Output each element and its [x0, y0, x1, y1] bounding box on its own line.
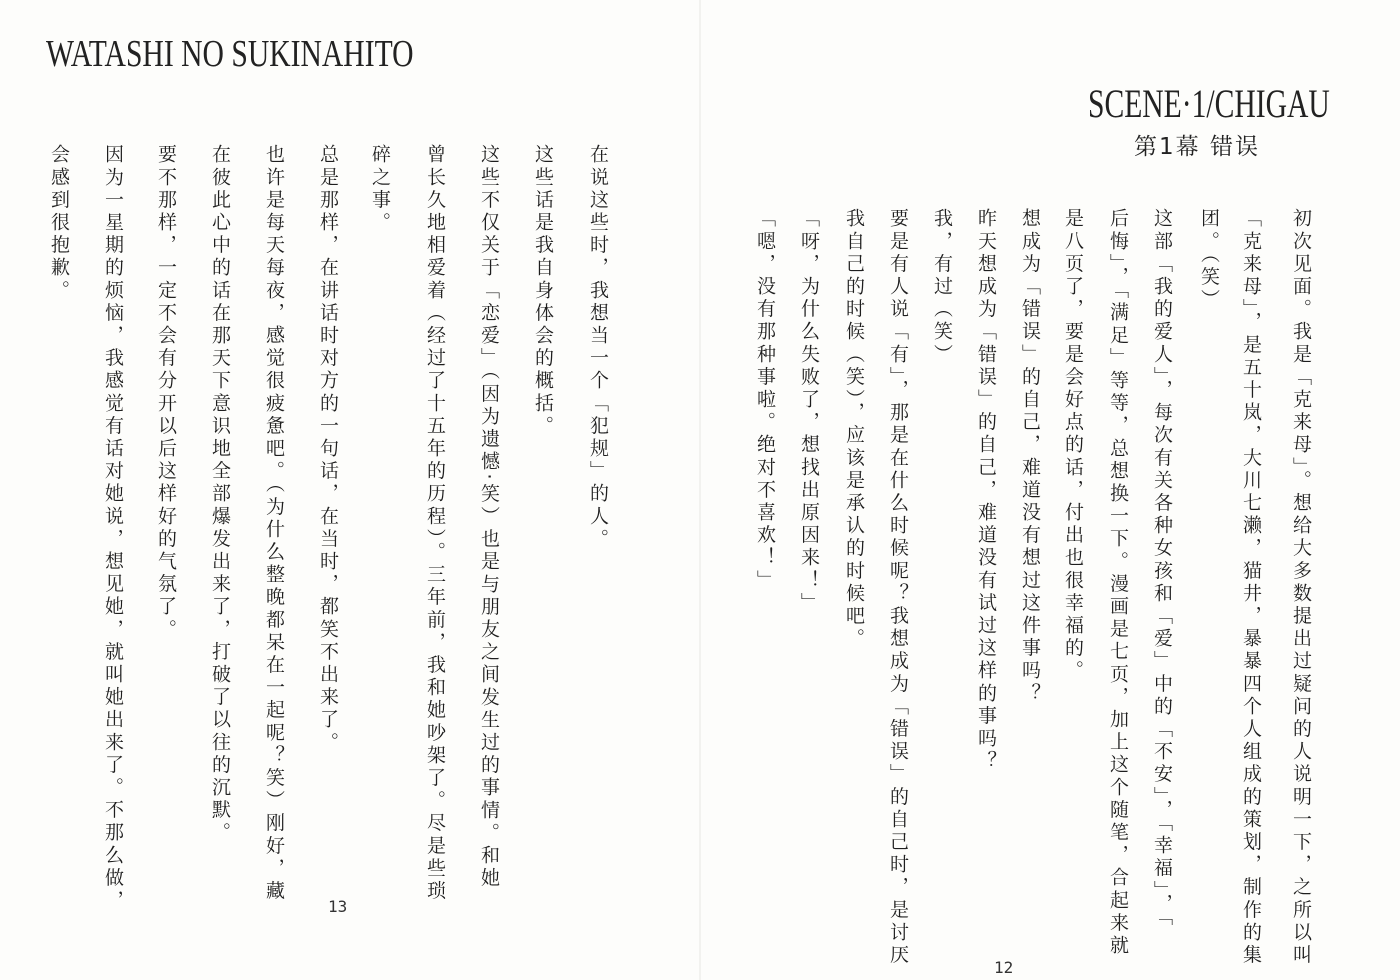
right-text-column: 是八页了，要是会好点的话，付出也很幸福的。 — [1062, 208, 1084, 683]
left-page-header: WATASHI NO SUKINAHITO — [46, 33, 414, 75]
left-page-number: 13 — [328, 897, 348, 916]
left-text-column: 这些话是我自身体会的概括。 — [532, 144, 554, 438]
page-fold — [699, 0, 701, 980]
right-text-column: 昨天想成为「错误」的自己，难道没有试过这样的事吗？ — [975, 208, 997, 773]
left-text-column: 在彼此心中的话在那天下意识地全部爆发出来了，打破了以往的沉默。 — [209, 144, 231, 845]
right-text-column: 初次见面。我是「克来母」。想给大多数提出过疑问的人说明一下，之所以叫 — [1290, 208, 1312, 967]
left-text-column: 在说这些时，我想当一个「犯规」的人。 — [587, 144, 609, 551]
left-text-column: 要不那样，一定不会有分开以后这样好的气氛了。 — [155, 144, 177, 642]
right-text-column: 「呀，为什么失败了，想找出原因来！」 — [798, 208, 820, 615]
right-text-column: 「克来母」，是五十岚，大川七濑，猫井，暴暴四个人组成的策划，制作的集 — [1240, 208, 1262, 967]
right-text-column: 我自己的时候（笑），应该是承认的时候吧。 — [843, 208, 865, 651]
right-text-column: 我，有过（笑） — [931, 208, 953, 367]
left-text-column: 会感到很抱歉。 — [48, 144, 70, 303]
left-text-column: 这些不仅关于「恋爱」（因为遗憾·笑）也是与朋友之间发生过的事情。和她 — [478, 144, 500, 890]
right-text-column: 团。（笑） — [1198, 208, 1220, 312]
right-text-column: 想成为「错误」的自己，难道没有想过这件事吗？ — [1019, 208, 1041, 706]
right-page-header: SCENE·1/CHIGAU — [1088, 81, 1330, 126]
right-page-number: 12 — [994, 958, 1014, 977]
right-text-column: 这部「我的爱人」，每次有关各种女孩和「爱」中的「不安」，「幸福」，「 — [1151, 208, 1173, 929]
right-text-column: 后悔」，「满足」等等，总想换一下。漫画是七页，加上这个随笔，合起来就 — [1107, 208, 1129, 958]
right-text-column: 「嗯，没有那种事啦。绝对不喜欢！」 — [754, 208, 776, 593]
left-text-column: 总是那样，在讲话时对方的一句话，在当时，都笑不出来了。 — [317, 144, 339, 755]
left-text-column: 因为一星期的烦恼，我感觉有话对她说，想见她，就叫她出来了。不那么做， — [102, 144, 124, 913]
left-text-column: 也许是每天每夜，感觉很疲惫吧。（为什么整晚都呆在一起呢？笑）刚好，藏 — [263, 144, 285, 903]
left-text-column: 碎之事。 — [369, 144, 391, 235]
left-text-column: 曾长久地相爱着（经过了十五年的历程）。三年前，我和她吵架了。尽是些琐 — [424, 144, 446, 903]
scene-subtitle: 第1幕 错误 — [1134, 134, 1260, 160]
right-text-column: 要是有人说「有」，那是在什么时候呢？我想成为「错误」的自己时，是讨厌 — [887, 208, 909, 967]
